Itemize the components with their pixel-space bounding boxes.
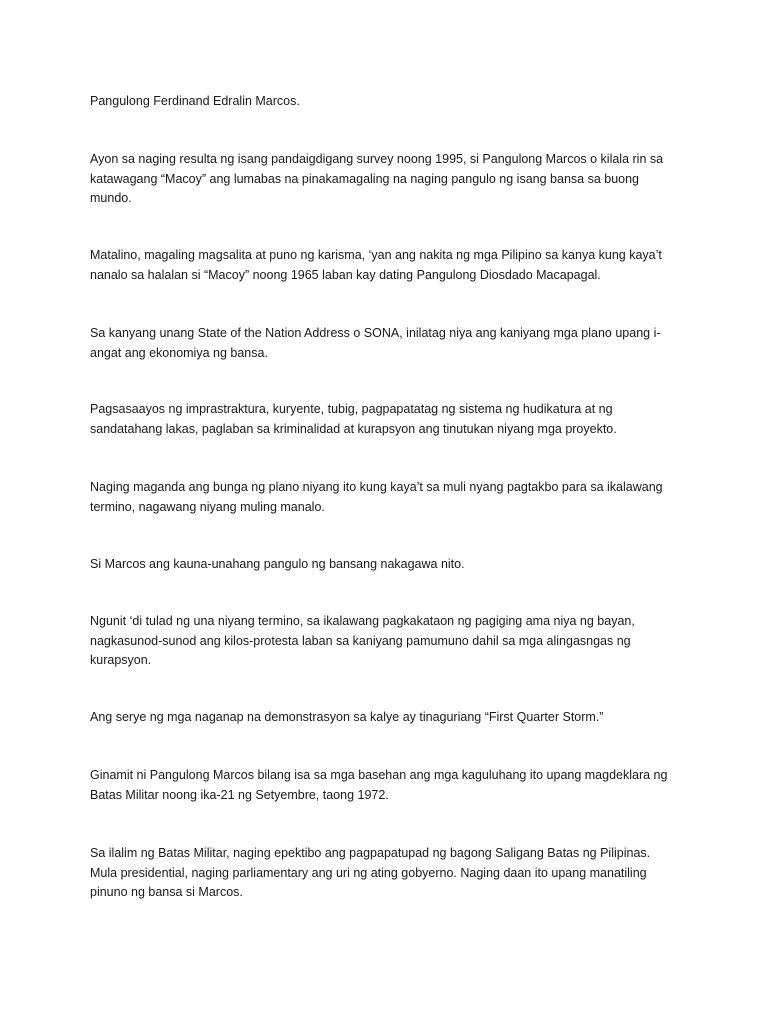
paragraph-first-quarter-storm: Ang serye ng mga naganap na demonstrasyon sa kalye ay tinaguriang “First Quarter Storm.”	[90, 710, 604, 724]
paragraph-constitution: Sa ilalim ng Batas Militar, naging epektibo ang pagpapatupad ng bagong Saligang Batas ng Pilipinas. Mula presidential, naging parliamentary ang uri ng ating gobyerno. Naging daan ito upang manatiling pinuno ng bansa si Marcos.	[90, 846, 651, 899]
paragraph-second-term: Naging maganda ang bunga ng plano niyang ito kung kaya’t sa muli nyang pagtakbo para sa ikalawang termino, nagawang niyang muling manalo.	[90, 480, 663, 514]
paragraph-sona: Sa kanyang unang State of the Nation Address o SONA, inilatag niya ang kaniyang mga plano upang i-angat ang ekonomiya ng bansa.	[90, 326, 661, 360]
paragraph-martial-law: Ginamit ni Pangulong Marcos bilang isa sa mga basehan ang mga kaguluhang ito upang magdeklara ng Batas Militar noong ika-21 ng Setyembre, taong 1972.	[90, 768, 668, 802]
document-title: Pangulong Ferdinand Edralin Marcos.	[90, 94, 300, 108]
paragraph-survey-1995: Ayon sa naging resulta ng isang pandaigdigang survey noong 1995, si Pangulong Marcos o kilala rin sa katawagang “Macoy” ang lumabas na pinakamagaling na naging pangulo ng isang bansa sa buong mundo.	[90, 152, 664, 205]
paragraph-projects: Pagsasaayos ng imprastraktura, kuryente, tubig, pagpapatatag ng sistema ng hudikatura at ng sandatahang lakas, paglaban sa kriminalidad at kurapsyon ang tinutukan niyang mga proyekto.	[90, 402, 617, 436]
paragraph-protests: Ngunit ‘di tulad ng una niyang termino, sa ikalawang pagkakataon ng pagiging ama niya ng bayan, nagkasunod-sunod ang kilos-protesta laban sa kaniyang pamumuno dahil sa mga alingasngas ng kurapsyon.	[90, 614, 635, 667]
paragraph-first-reelected: Si Marcos ang kauna-unahang pangulo ng bansang nakagawa nito.	[90, 557, 465, 571]
paragraph-election-1965: Matalino, magaling magsalita at puno ng karisma, ‘yan ang nakita ng mga Pilipino sa kanya kung kaya’t nanalo sa halalan si “Macoy” noong 1965 laban kay dating Pangulong Diosdado Macapagal.	[90, 248, 662, 282]
